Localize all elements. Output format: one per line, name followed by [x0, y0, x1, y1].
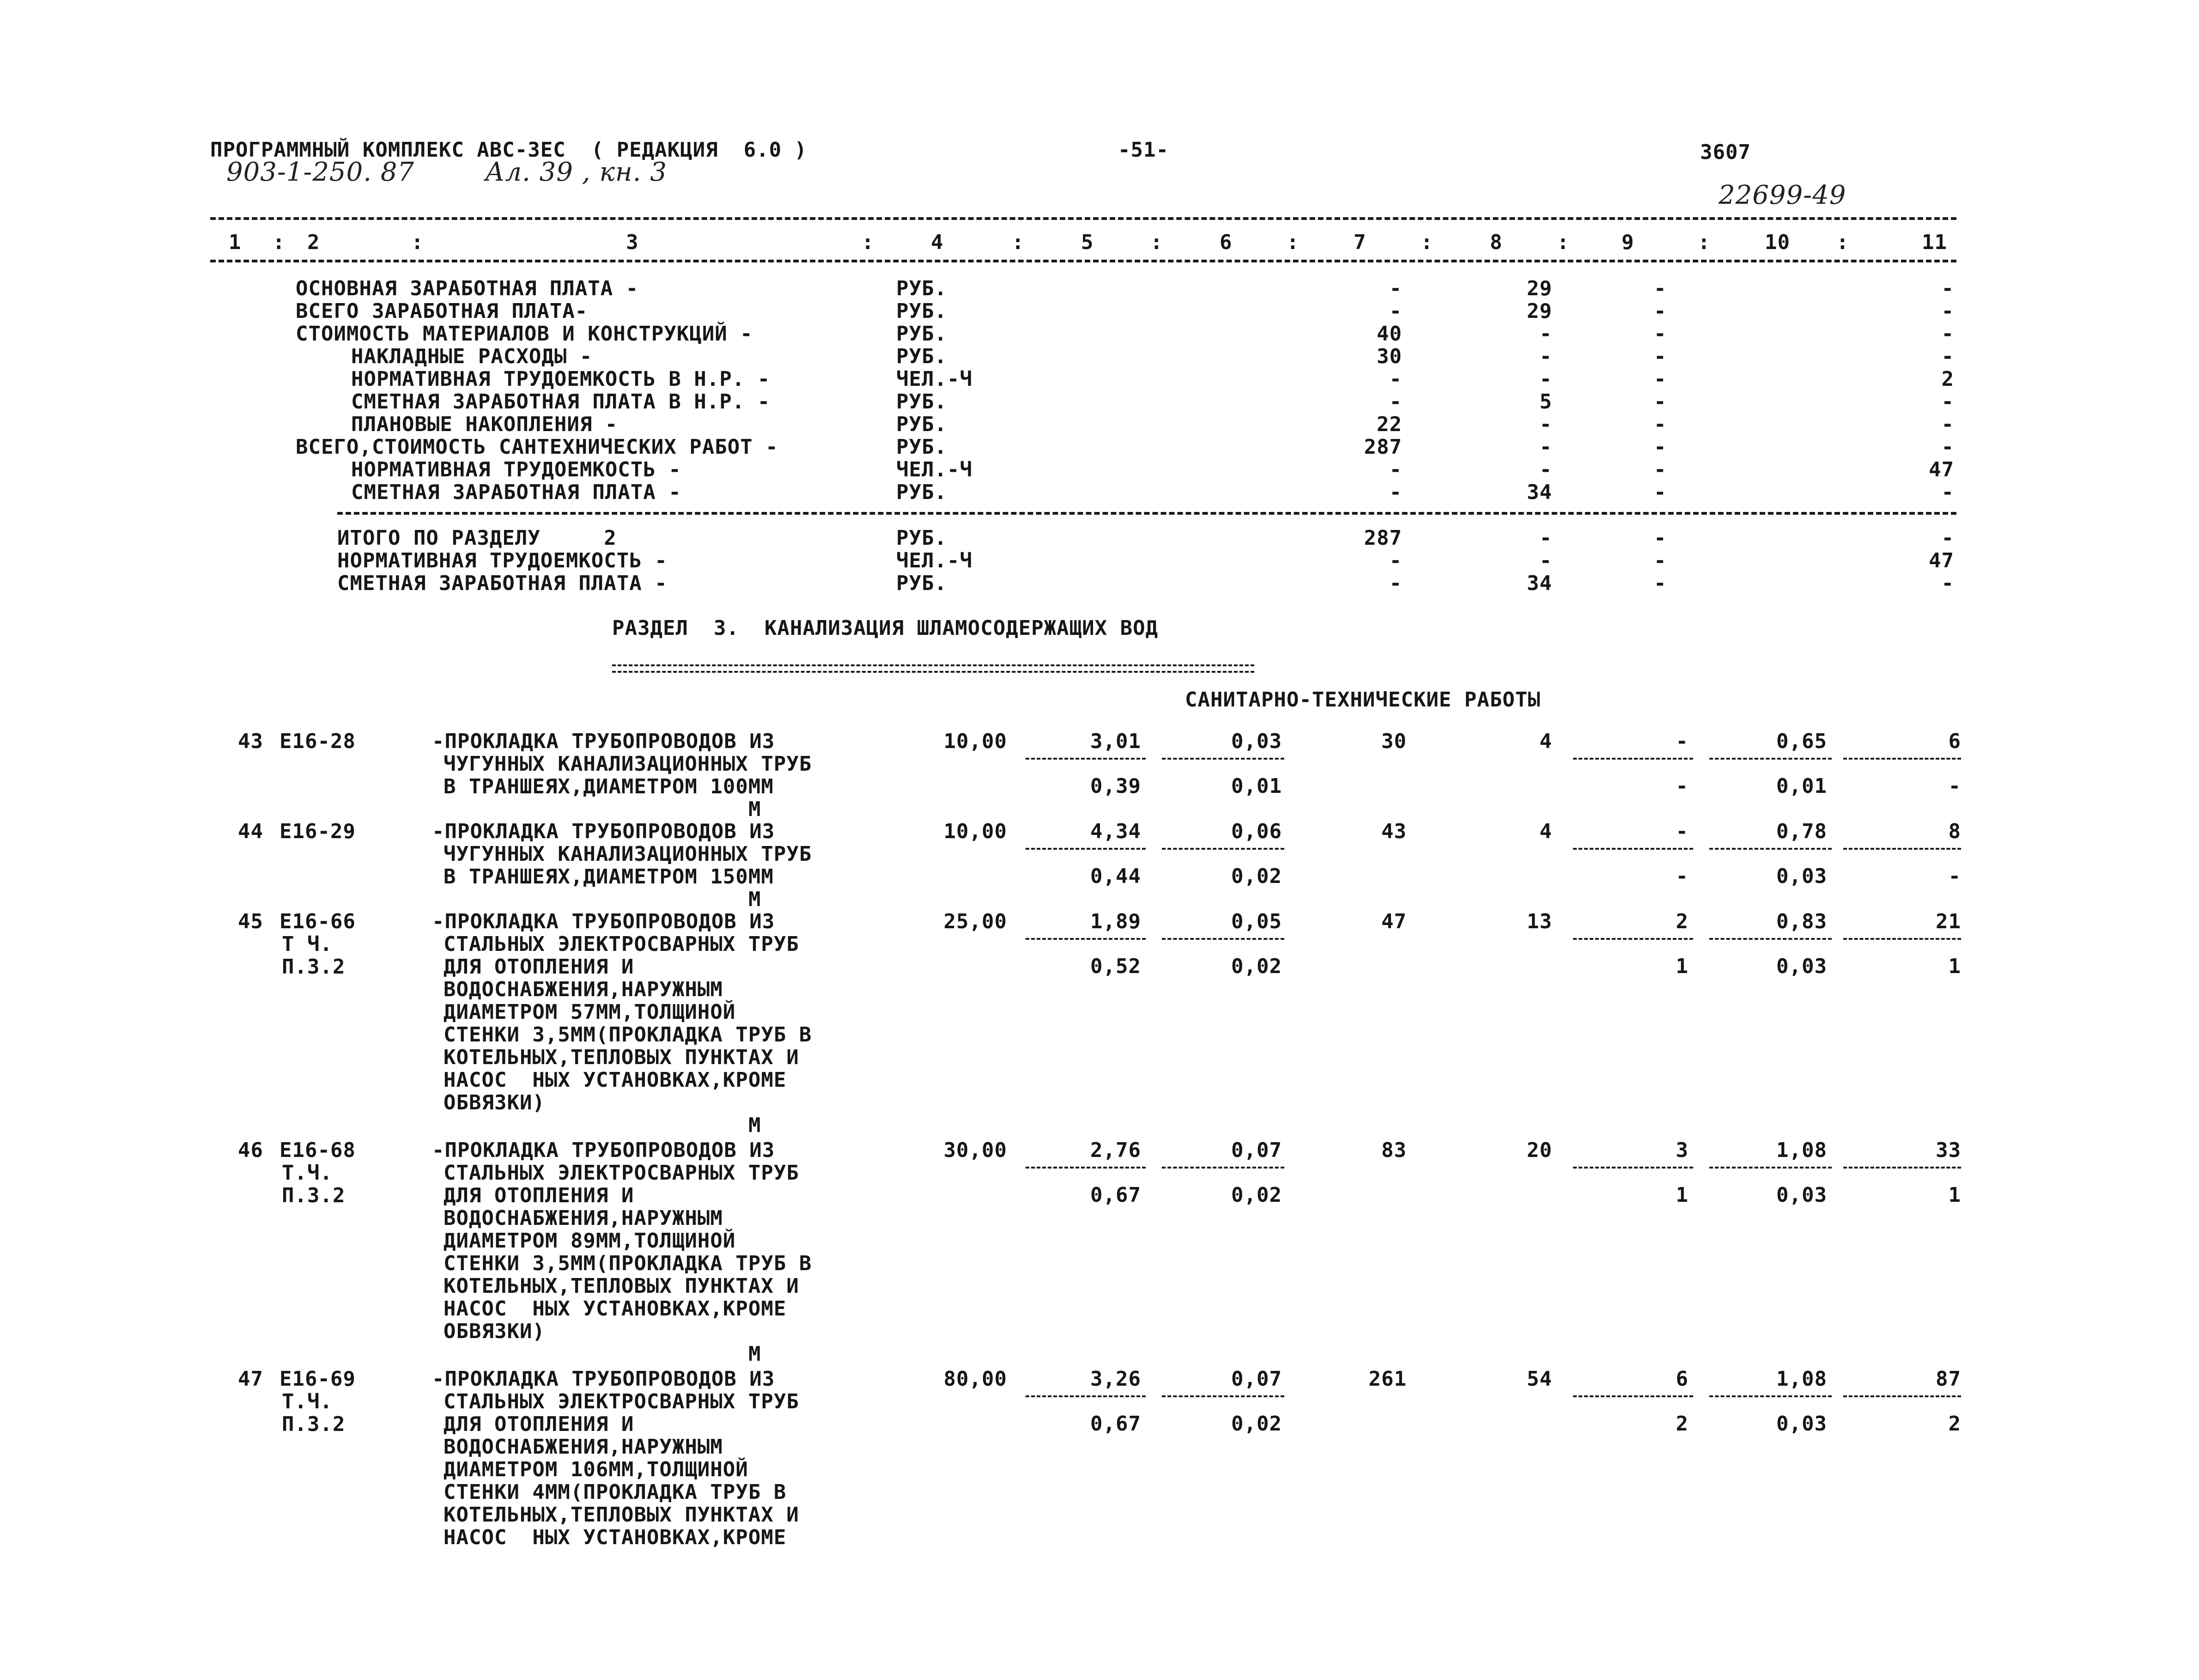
- item-number: 44: [238, 820, 263, 843]
- item-col9-bottom: 1: [1676, 955, 1689, 978]
- summary-unit: РУБ.: [896, 345, 947, 368]
- column-header-4: 4: [931, 231, 944, 254]
- item-col5-rule: [1026, 938, 1146, 940]
- summary-col9: -: [1654, 458, 1667, 481]
- item-col9-top: -: [1676, 820, 1689, 843]
- summary-col8: -: [1539, 435, 1552, 459]
- item-col11-rule: [1843, 848, 1961, 850]
- column-header-10: 10: [1765, 231, 1790, 254]
- total-col7: -: [1389, 572, 1402, 595]
- summary-col8: 34: [1527, 481, 1552, 504]
- item-col11-bottom: -: [1948, 864, 1961, 888]
- item-col11-top: 21: [1936, 910, 1961, 933]
- item-col9-bottom: -: [1676, 774, 1689, 798]
- item-col5-rule: [1026, 1167, 1146, 1169]
- item-col10-bottom: 0,03: [1776, 1412, 1827, 1436]
- summary-col9: -: [1654, 435, 1667, 459]
- column-header-3: 3: [626, 231, 639, 254]
- total-col7: 287: [1364, 526, 1402, 550]
- column-header-rule: [210, 260, 1956, 262]
- item-description-line: -ПРОКЛАДКА ТРУБОПРОВОДОВ ИЗ: [432, 910, 775, 933]
- item-reference: Т.Ч.: [282, 1161, 333, 1185]
- item-col10-bottom: 0,01: [1776, 774, 1827, 798]
- item-col6-top: 0,06: [1231, 820, 1282, 843]
- summary-col9: -: [1654, 322, 1667, 346]
- column-header-8: 8: [1490, 231, 1503, 254]
- summary-col11: -: [1941, 435, 1954, 459]
- column-separator: :: [1012, 231, 1025, 254]
- summary-col7: -: [1389, 390, 1402, 414]
- item-col6-bottom: 0,02: [1231, 1183, 1282, 1207]
- handwritten-album-reference: Ал. 39 , кн. 3: [485, 157, 667, 187]
- item-col10-top: 0,65: [1776, 730, 1827, 753]
- item-col11-rule: [1843, 758, 1961, 760]
- summary-col7: 40: [1377, 322, 1402, 346]
- summary-col11: 47: [1929, 458, 1954, 481]
- total-unit: РУБ.: [896, 526, 947, 550]
- item-description-line: КОТЕЛЬНЫХ,ТЕПЛОВЫХ ПУНКТАХ И: [443, 1274, 799, 1298]
- item-col5-top: 3,26: [1090, 1367, 1141, 1391]
- item-col6-bottom: 0,02: [1231, 864, 1282, 888]
- summary-col11: -: [1941, 345, 1954, 368]
- summary-col8: 29: [1527, 299, 1552, 323]
- item-quantity: 25,00: [943, 910, 1007, 933]
- summary-col9: -: [1654, 367, 1667, 391]
- total-col9: -: [1654, 549, 1667, 572]
- column-separator: :: [1836, 231, 1849, 254]
- item-description-line: СТЕНКИ 4ММ(ПРОКЛАДКА ТРУБ В: [443, 1480, 787, 1504]
- item-col10-rule: [1709, 938, 1832, 940]
- item-rate-code: Е16-28: [279, 730, 356, 753]
- summary-unit: РУБ.: [896, 277, 947, 300]
- item-col11-bottom: 1: [1948, 955, 1961, 978]
- summary-col8: 5: [1539, 390, 1552, 414]
- item-description-line: КОТЕЛЬНЫХ,ТЕПЛОВЫХ ПУНКТАХ И: [443, 1503, 799, 1527]
- column-separator: :: [862, 231, 875, 254]
- item-col10-bottom: 0,03: [1776, 1183, 1827, 1207]
- summary-col11: -: [1941, 299, 1954, 323]
- item-description-line: СТЕНКИ 3,5ММ(ПРОКЛАДКА ТРУБ В: [443, 1023, 812, 1047]
- summary-col8: -: [1539, 345, 1552, 368]
- item-col8: 13: [1527, 910, 1552, 933]
- total-col11: -: [1941, 572, 1954, 595]
- section-title: РАЗДЕЛ 3. КАНАЛИЗАЦИЯ ШЛАМОСОДЕРЖАЩИХ ВОД: [612, 616, 1159, 640]
- total-label: НОРМАТИВНАЯ ТРУДОЕМКОСТЬ -: [337, 549, 668, 572]
- item-col5-bottom: 0,52: [1090, 955, 1141, 978]
- summary-label: НАКЛАДНЫЕ РАСХОДЫ -: [351, 345, 593, 368]
- item-col11-rule: [1843, 938, 1961, 940]
- summary-col7: 287: [1364, 435, 1402, 459]
- item-col10-top: 0,83: [1776, 910, 1827, 933]
- summary-unit: РУБ.: [896, 299, 947, 323]
- total-unit: ЧЕЛ.-Ч: [896, 549, 972, 572]
- item-col11-bottom: -: [1948, 774, 1961, 798]
- item-description-line: ОБВЯЗКИ): [443, 1091, 545, 1114]
- item-description-line: ДИАМЕТРОМ 89ММ,ТОЛЩИНОЙ: [443, 1229, 736, 1253]
- item-description-line: ДИАМЕТРОМ 106ММ,ТОЛЩИНОЙ: [443, 1458, 748, 1481]
- item-reference: Т Ч.: [282, 932, 333, 956]
- item-col10-rule: [1709, 758, 1832, 760]
- item-number: 46: [238, 1138, 263, 1162]
- item-col5-bottom: 0,67: [1090, 1412, 1141, 1436]
- summary-col8: -: [1539, 458, 1552, 481]
- subsection-title: САНИТАРНО-ТЕХНИЧЕСКИЕ РАБОТЫ: [1185, 688, 1541, 712]
- item-col11-rule: [1843, 1167, 1961, 1169]
- item-col6-bottom: 0,01: [1231, 774, 1282, 798]
- item-col5-rule: [1026, 758, 1146, 760]
- item-col8: 4: [1539, 730, 1552, 753]
- item-col9-top: 3: [1676, 1138, 1689, 1162]
- column-header-11: 11: [1922, 231, 1947, 254]
- summary-unit: РУБ.: [896, 413, 947, 436]
- item-col6-rule: [1162, 938, 1284, 940]
- item-description-line: ВОДОСНАБЖЕНИЯ,НАРУЖНЫМ: [443, 1435, 723, 1459]
- item-col11-top: 33: [1936, 1138, 1961, 1162]
- item-description-line: ВОДОСНАБЖЕНИЯ,НАРУЖНЫМ: [443, 978, 723, 1001]
- summary-unit: ЧЕЛ.-Ч: [896, 367, 972, 391]
- item-quantity: 80,00: [943, 1367, 1007, 1391]
- item-col8: 4: [1539, 820, 1552, 843]
- summary-col11: -: [1941, 390, 1954, 414]
- summary-label: ВСЕГО,СТОИМОСТЬ САНТЕХНИЧЕСКИХ РАБОТ -: [296, 435, 778, 459]
- summary-col11: -: [1941, 322, 1954, 346]
- item-reference: П.3.2: [282, 1184, 346, 1207]
- total-col11: 47: [1929, 549, 1954, 572]
- summary-col9: -: [1654, 277, 1667, 300]
- item-col11-top: 87: [1936, 1367, 1961, 1391]
- item-description-line: -ПРОКЛАДКА ТРУБОПРОВОДОВ ИЗ: [432, 730, 775, 753]
- item-description-line: ВОДОСНАБЖЕНИЯ,НАРУЖНЫМ: [443, 1206, 723, 1230]
- total-label: ИТОГО ПО РАЗДЕЛУ 2: [337, 526, 617, 550]
- item-col10-top: 0,78: [1776, 820, 1827, 843]
- item-col5-bottom: 0,39: [1090, 774, 1141, 798]
- item-rate-code: Е16-69: [279, 1367, 356, 1391]
- total-col8: -: [1539, 526, 1552, 550]
- summary-label: СМЕТНАЯ ЗАРАБОТНАЯ ПЛАТА В Н.Р. -: [351, 390, 771, 414]
- item-description-line: ЧУГУННЫХ КАНАЛИЗАЦИОННЫХ ТРУБ: [443, 842, 812, 866]
- item-rate-code: Е16-29: [279, 820, 356, 843]
- column-separator: :: [273, 231, 286, 254]
- item-unit: М: [748, 1114, 761, 1137]
- item-quantity: 30,00: [943, 1138, 1007, 1162]
- item-col6-bottom: 0,02: [1231, 955, 1282, 978]
- total-col11: -: [1941, 526, 1954, 550]
- summary-col8: -: [1539, 322, 1552, 346]
- summary-label: ОСНОВНАЯ ЗАРАБОТНАЯ ПЛАТА -: [296, 277, 639, 300]
- item-description-line: ДИАМЕТРОМ 57ММ,ТОЛЩИНОЙ: [443, 1000, 736, 1024]
- item-col9-bottom: 2: [1676, 1412, 1689, 1436]
- item-description-line: В ТРАНШЕЯХ,ДИАМЕТРОМ 100ММ: [443, 775, 774, 798]
- item-col5-top: 2,76: [1090, 1138, 1141, 1162]
- item-col5-rule: [1026, 1395, 1146, 1397]
- item-description-line: КОТЕЛЬНЫХ,ТЕПЛОВЫХ ПУНКТАХ И: [443, 1046, 799, 1069]
- summary-unit: РУБ.: [896, 322, 947, 346]
- summary-col8: 29: [1527, 277, 1552, 300]
- item-col10-top: 1,08: [1776, 1367, 1827, 1391]
- summary-col11: -: [1941, 277, 1954, 300]
- total-label: СМЕТНАЯ ЗАРАБОТНАЯ ПЛАТА -: [337, 572, 668, 595]
- column-separator: :: [1557, 231, 1570, 254]
- item-number: 47: [238, 1367, 263, 1391]
- item-col9-rule: [1573, 938, 1693, 940]
- summary-col7: 30: [1377, 345, 1402, 368]
- item-col10-rule: [1709, 848, 1832, 850]
- item-description-line: В ТРАНШЕЯХ,ДИАМЕТРОМ 150ММ: [443, 865, 774, 889]
- item-col6-top: 0,05: [1231, 910, 1282, 933]
- section-title-underline: [612, 664, 1254, 673]
- column-header-6: 6: [1220, 231, 1233, 254]
- item-col10-rule: [1709, 1395, 1832, 1397]
- item-col8: 20: [1527, 1138, 1552, 1162]
- column-header-1: 1: [229, 231, 242, 254]
- item-col10-rule: [1709, 1167, 1832, 1169]
- item-description-line: ДЛЯ ОТОПЛЕНИЯ И: [443, 1412, 634, 1436]
- item-col6-top: 0,03: [1231, 730, 1282, 753]
- item-col10-bottom: 0,03: [1776, 864, 1827, 888]
- item-col10-top: 1,08: [1776, 1138, 1827, 1162]
- total-col7: -: [1389, 549, 1402, 572]
- item-quantity: 10,00: [943, 820, 1007, 843]
- item-unit: М: [748, 1342, 761, 1366]
- summary-label: НОРМАТИВНАЯ ТРУДОЕМКОСТЬ В Н.Р. -: [351, 367, 771, 391]
- item-col10-bottom: 0,03: [1776, 955, 1827, 978]
- item-col11-rule: [1843, 1395, 1961, 1397]
- table-top-rule: [210, 217, 1956, 220]
- summary-col7: -: [1389, 458, 1402, 481]
- summary-col11: 2: [1941, 367, 1954, 391]
- item-col9-rule: [1573, 1167, 1693, 1169]
- item-description-line: -ПРОКЛАДКА ТРУБОПРОВОДОВ ИЗ: [432, 1138, 775, 1162]
- item-col6-rule: [1162, 1167, 1284, 1169]
- item-description-line: СТЕНКИ 3,5ММ(ПРОКЛАДКА ТРУБ В: [443, 1252, 812, 1275]
- summary-col8: -: [1539, 413, 1552, 436]
- item-col11-bottom: 1: [1948, 1183, 1961, 1207]
- summary-col9: -: [1654, 413, 1667, 436]
- item-col8: 54: [1527, 1367, 1552, 1391]
- program-title: ПРОГРАММНЫЙ КОМПЛЕКС АВС-3ЕС ( РЕДАКЦИЯ 6.0 ): [210, 138, 808, 162]
- column-separator: :: [411, 231, 424, 254]
- item-description-line: НАСОС НЫХ УСТАНОВКАХ,КРОМЕ: [443, 1068, 787, 1092]
- item-description-line: -ПРОКЛАДКА ТРУБОПРОВОДОВ ИЗ: [432, 1367, 775, 1391]
- summary-unit: ЧЕЛ.-Ч: [896, 458, 972, 481]
- summary-col11: -: [1941, 413, 1954, 436]
- total-col8: 34: [1527, 572, 1552, 595]
- item-col9-rule: [1573, 758, 1693, 760]
- item-description-line: ЧУГУННЫХ КАНАЛИЗАЦИОННЫХ ТРУБ: [443, 752, 812, 776]
- item-quantity: 10,00: [943, 730, 1007, 753]
- item-col5-bottom: 0,67: [1090, 1183, 1141, 1207]
- summary-col8: -: [1539, 367, 1552, 391]
- item-reference: П.3.2: [282, 955, 346, 979]
- item-description-line: НАСОС НЫХ УСТАНОВКАХ,КРОМЕ: [443, 1297, 787, 1321]
- handwritten-inventory-number: 22699-49: [1719, 180, 1847, 210]
- summary-col7: -: [1389, 277, 1402, 300]
- page-number: -51-: [1118, 138, 1169, 162]
- item-description-line: СТАЛЬНЫХ ЭЛЕКТРОСВАРНЫХ ТРУБ: [443, 932, 799, 956]
- item-col5-top: 1,89: [1090, 910, 1141, 933]
- item-col6-bottom: 0,02: [1231, 1412, 1282, 1436]
- summary-label: ПЛАНОВЫЕ НАКОПЛЕНИЯ -: [351, 413, 618, 436]
- item-description-line: НАСОС НЫХ УСТАНОВКАХ,КРОМЕ: [443, 1526, 787, 1549]
- total-col9: -: [1654, 572, 1667, 595]
- column-separator: :: [1698, 231, 1711, 254]
- summary-divider: [337, 512, 1956, 515]
- column-separator: :: [1287, 231, 1300, 254]
- column-header-5: 5: [1081, 231, 1094, 254]
- item-col5-bottom: 0,44: [1090, 864, 1141, 888]
- handwritten-project-number: 903-1-250. 87: [226, 157, 415, 187]
- item-col6-rule: [1162, 848, 1284, 850]
- item-number: 45: [238, 910, 263, 933]
- item-col6-rule: [1162, 1395, 1284, 1397]
- summary-col7: -: [1389, 481, 1402, 504]
- column-header-7: 7: [1354, 231, 1367, 254]
- item-col5-top: 3,01: [1090, 730, 1141, 753]
- total-unit: РУБ.: [896, 572, 947, 595]
- summary-col7: 22: [1377, 413, 1402, 436]
- summary-col7: -: [1389, 299, 1402, 323]
- item-col9-top: -: [1676, 730, 1689, 753]
- item-col7: 83: [1381, 1138, 1407, 1162]
- summary-col11: -: [1941, 481, 1954, 504]
- item-number: 43: [238, 730, 263, 753]
- summary-col9: -: [1654, 299, 1667, 323]
- summary-col9: -: [1654, 345, 1667, 368]
- summary-label: СТОИМОСТЬ МАТЕРИАЛОВ И КОНСТРУКЦИЙ -: [296, 322, 753, 346]
- item-description-line: СТАЛЬНЫХ ЭЛЕКТРОСВАРНЫХ ТРУБ: [443, 1161, 799, 1185]
- item-col7: 43: [1381, 820, 1407, 843]
- item-description-line: ОБВЯЗКИ): [443, 1320, 545, 1343]
- item-col9-bottom: 1: [1676, 1183, 1689, 1207]
- item-rate-code: Е16-66: [279, 910, 356, 933]
- item-col9-rule: [1573, 1395, 1693, 1397]
- total-col8: -: [1539, 549, 1552, 572]
- column-separator: :: [1421, 231, 1434, 254]
- item-col11-top: 6: [1948, 730, 1961, 753]
- item-col7: 47: [1381, 910, 1407, 933]
- item-col5-top: 4,34: [1090, 820, 1141, 843]
- summary-col9: -: [1654, 481, 1667, 504]
- summary-col7: -: [1389, 367, 1402, 391]
- item-unit: М: [748, 797, 761, 821]
- summary-label: СМЕТНАЯ ЗАРАБОТНАЯ ПЛАТА -: [351, 481, 681, 504]
- item-col9-top: 6: [1676, 1367, 1689, 1391]
- item-col7: 30: [1381, 730, 1407, 753]
- column-separator: :: [1150, 231, 1163, 254]
- item-col6-rule: [1162, 758, 1284, 760]
- column-header-2: 2: [307, 231, 320, 254]
- summary-unit: РУБ.: [896, 390, 947, 414]
- item-reference: Т.Ч.: [282, 1390, 333, 1413]
- item-col11-bottom: 2: [1948, 1412, 1961, 1436]
- item-col6-top: 0,07: [1231, 1367, 1282, 1391]
- summary-label: НОРМАТИВНАЯ ТРУДОЕМКОСТЬ -: [351, 458, 681, 481]
- item-rate-code: Е16-68: [279, 1138, 356, 1162]
- item-col9-top: 2: [1676, 910, 1689, 933]
- item-description-line: ДЛЯ ОТОПЛЕНИЯ И: [443, 955, 634, 979]
- summary-label: ВСЕГО ЗАРАБОТНАЯ ПЛАТА-: [296, 299, 588, 323]
- item-reference: П.3.2: [282, 1412, 346, 1436]
- item-col7: 261: [1368, 1367, 1407, 1391]
- document-code: 3607: [1700, 140, 1751, 164]
- item-col9-rule: [1573, 848, 1693, 850]
- item-description-line: -ПРОКЛАДКА ТРУБОПРОВОДОВ ИЗ: [432, 820, 775, 843]
- summary-unit: РУБ.: [896, 435, 947, 459]
- item-description-line: СТАЛЬНЫХ ЭЛЕКТРОСВАРНЫХ ТРУБ: [443, 1390, 799, 1413]
- item-unit: М: [748, 888, 761, 911]
- item-col11-top: 8: [1948, 820, 1961, 843]
- total-col9: -: [1654, 526, 1667, 550]
- item-col6-top: 0,07: [1231, 1138, 1282, 1162]
- item-description-line: ДЛЯ ОТОПЛЕНИЯ И: [443, 1184, 634, 1207]
- summary-col9: -: [1654, 390, 1667, 414]
- column-header-9: 9: [1622, 231, 1634, 254]
- item-col5-rule: [1026, 848, 1146, 850]
- item-col9-bottom: -: [1676, 864, 1689, 888]
- summary-unit: РУБ.: [896, 481, 947, 504]
